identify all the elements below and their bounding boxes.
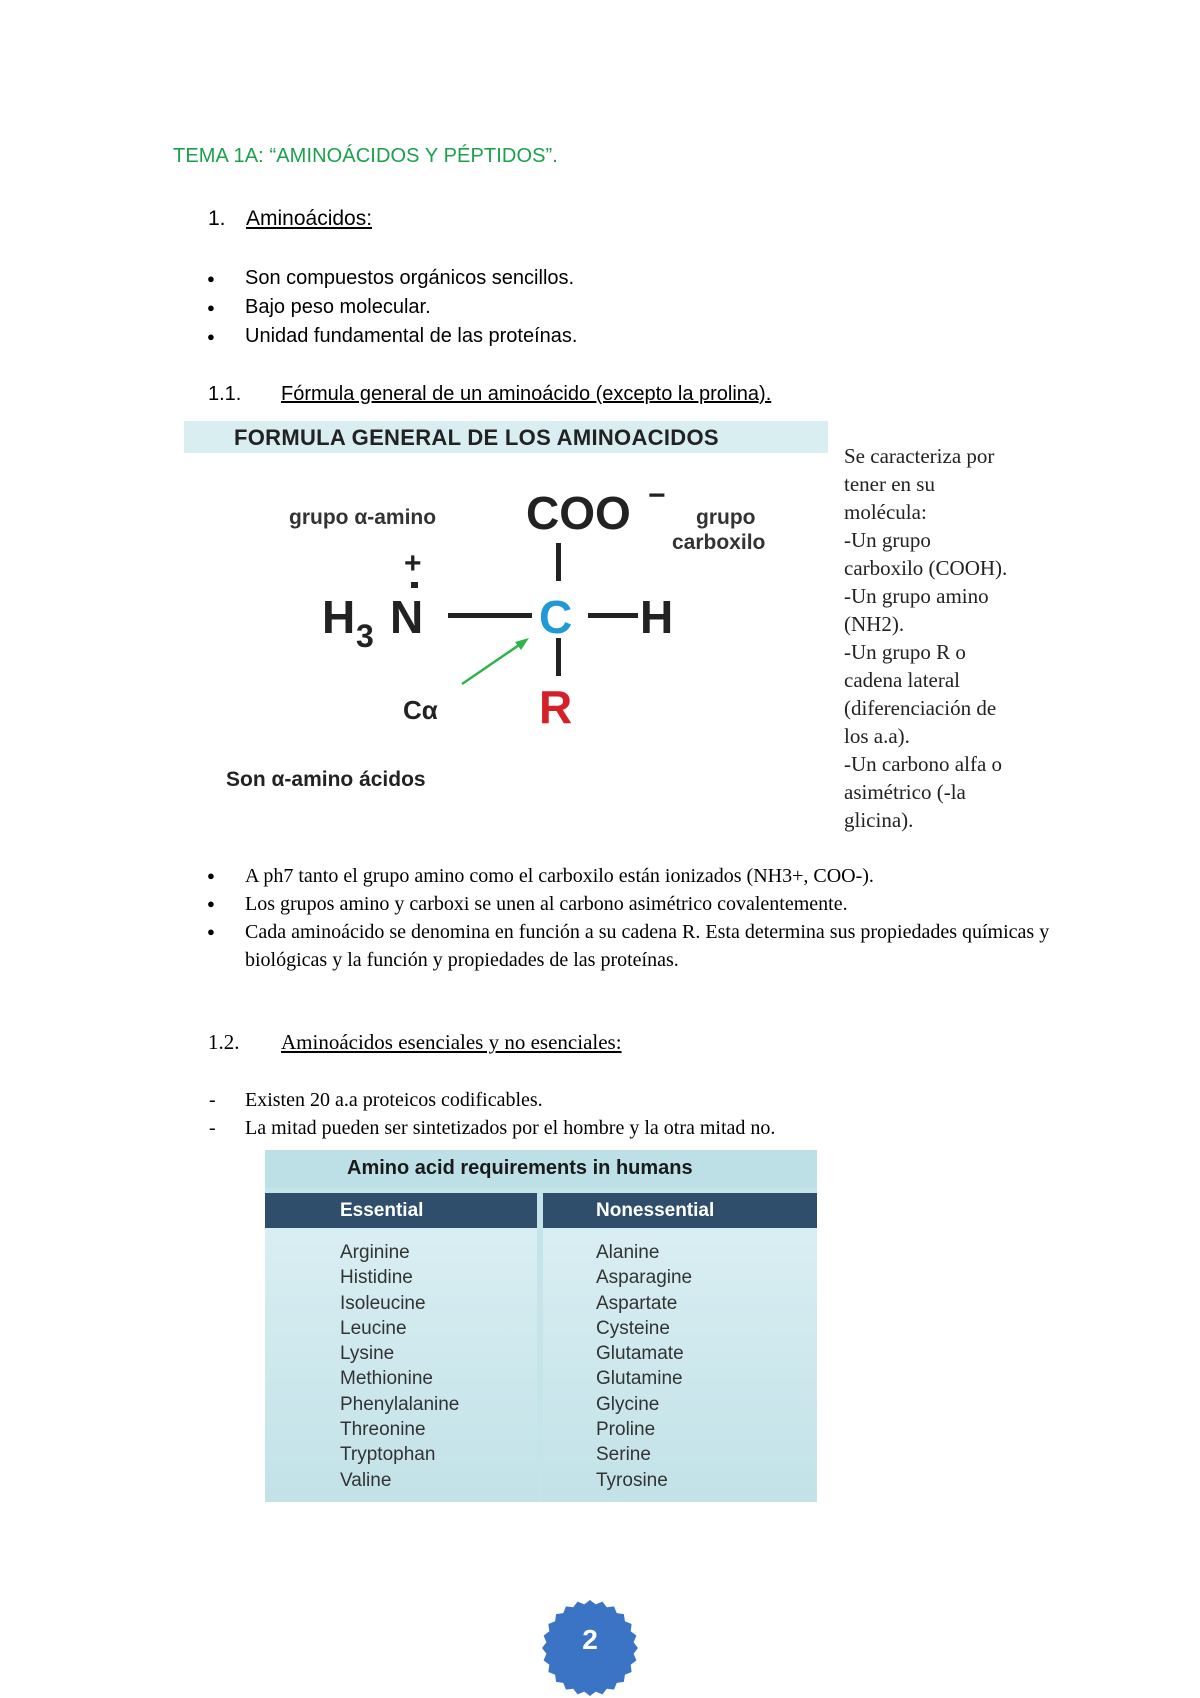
table-cell: Histidine [340, 1267, 413, 1289]
table-cell: Alanine [596, 1242, 660, 1263]
section-1-2-heading [208, 1030, 622, 1055]
table-cell: Serine [596, 1444, 651, 1466]
table-cell: Phenylalanine [340, 1393, 460, 1415]
bond-left [448, 613, 532, 618]
side-note-line: -Un grupo amino [844, 584, 989, 608]
figure-banner [184, 421, 828, 453]
side-note-line: los a.a). [844, 724, 910, 748]
side-note-line: cadena lateral [844, 668, 960, 692]
amino-acid-requirements-table [265, 1150, 817, 1502]
list-item: ● Unidad fundamental de las proteínas. [205, 322, 577, 351]
hydrogen-atom: H [640, 591, 674, 643]
table-cell: Threonine [340, 1419, 426, 1441]
essential-header-label: Essential [340, 1200, 424, 1221]
side-note-line: molécula: [844, 500, 927, 524]
section-number: 1. [208, 207, 226, 230]
arrow-line [462, 643, 522, 684]
coo-charge: − [648, 479, 666, 512]
list-item: - La mitad pueden ser sintetizados por el hombre y la otra mitad no. [205, 1114, 775, 1142]
table-cell: Proline [596, 1419, 656, 1441]
subscript-3: 3 [356, 618, 374, 654]
nonessential-column [543, 1228, 817, 1502]
table-cell: Aspartate [596, 1292, 678, 1314]
side-note-line: -Un carbono alfa o [844, 752, 1003, 776]
h-of-h3: H [322, 591, 356, 643]
essential-header [265, 1193, 537, 1228]
figure-caption: Son α-amino ácidos [226, 768, 426, 791]
list-item: ● A ph7 tanto el grupo amino como el carboxilo están ionizados (NH3+, COO-). [205, 862, 1065, 890]
r-group: R [539, 681, 573, 733]
table-cell: Arginine [340, 1242, 410, 1263]
section-title: Aminoácidos esenciales y no esenciales: [281, 1030, 622, 1054]
side-note-line: (NH2). [844, 612, 905, 636]
side-note-line: -Un grupo [844, 528, 931, 552]
table-cell: Tyrosine [596, 1469, 668, 1491]
section-title: Aminoácidos: [246, 207, 373, 230]
section-1-heading [208, 207, 372, 231]
nonessential-header [543, 1193, 817, 1228]
table-title-bar [265, 1150, 817, 1188]
table-cell: Glutamate [596, 1343, 684, 1365]
n-dot [411, 582, 418, 588]
bond-right [588, 613, 638, 618]
alpha-carbon: C [539, 591, 573, 643]
coo-group: COO [526, 487, 631, 539]
section-number: 1.2. [208, 1030, 240, 1054]
section-title: Fórmula general de un aminoácido (excepto la prolina). [281, 383, 772, 405]
list-item: ● Cada aminoácido se denomina en función a su cadena R. Esta determina sus propiedades químicas y biológicas y la función y propiedades de las proteínas. [205, 918, 1065, 974]
section-1-1-heading [208, 383, 771, 406]
side-note-line: tener en su [844, 472, 935, 496]
list-item: - Existen 20 a.a proteicos codificables. [205, 1086, 775, 1114]
bond-bottom [556, 638, 561, 676]
list-item: ● Son compuestos orgánicos sencillos. [205, 264, 577, 293]
table-cell: Cysteine [596, 1317, 670, 1339]
section-number: 1.1. [208, 383, 242, 405]
side-note-line: carboxilo (COOH). [844, 556, 1008, 580]
list-item: ● Los grupos amino y carboxi se unen al carbono asimétrico covalentemente. [205, 890, 1065, 918]
amino-acid-formula-diagram [184, 455, 834, 800]
table-cell: Glutamine [596, 1368, 683, 1390]
essential-column [265, 1228, 537, 1502]
label-grupo: grupo [696, 506, 756, 529]
document-title: TEMA 1A: “AMINOÁCIDOS Y PÉPTIDOS”. [173, 145, 558, 167]
table-cell: Glycine [596, 1393, 660, 1415]
table-cell: Tryptophan [340, 1444, 436, 1466]
side-note-line: (diferenciación de [844, 696, 997, 720]
c-alpha-label: Cα [403, 695, 438, 725]
side-note [844, 442, 1044, 834]
side-note-line: asimétrico (-la [844, 780, 966, 804]
table-cell: Leucine [340, 1317, 407, 1339]
arrow-head-icon [515, 638, 529, 650]
table-cell: Valine [340, 1469, 392, 1491]
ionization-bullets [205, 862, 1065, 974]
table-cell: Methionine [340, 1368, 433, 1390]
side-note-line: Se caracteriza por [844, 444, 995, 468]
table-cell: Asparagine [596, 1267, 693, 1289]
section-1-2-items [205, 1086, 775, 1142]
label-alpha-amino: grupo α-amino [289, 506, 437, 529]
bond-top [556, 543, 561, 581]
table-title: Amino acid requirements in humans [347, 1157, 693, 1179]
side-note-line: glicina). [844, 808, 914, 832]
nitrogen-atom: N [390, 591, 424, 643]
side-note-line: -Un grupo R o [844, 640, 966, 664]
nonessential-header-label: Nonessential [596, 1200, 715, 1221]
figure-banner-text: FORMULA GENERAL DE LOS AMINOACIDOS [234, 425, 719, 450]
table-cell: Lysine [340, 1343, 395, 1365]
label-carboxilo: carboxilo [672, 531, 766, 554]
section-1-bullets [205, 264, 577, 351]
n-plus-charge: + [404, 547, 422, 580]
page-number: 2 [582, 1624, 598, 1655]
table-cell: Isoleucine [340, 1292, 426, 1314]
list-item: ● Bajo peso molecular. [205, 293, 577, 322]
